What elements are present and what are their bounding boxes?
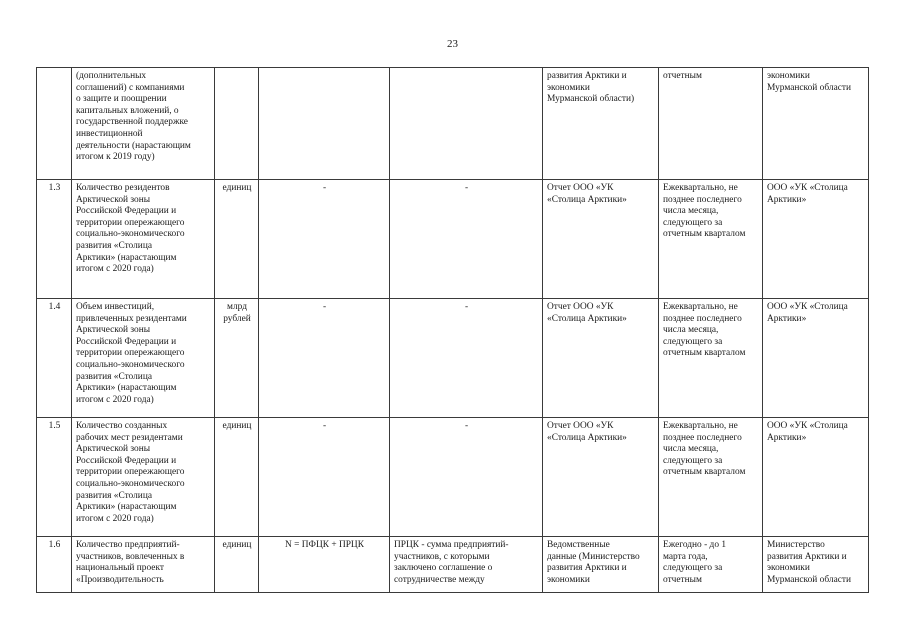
table-row [37,418,869,537]
responsible-cell: ООО «УК «Столица Арктики» [763,180,869,299]
formula-cell: N = ПФЦК + ПРЦК [259,537,390,593]
row-number-cell [37,68,72,180]
method-cell: - [390,180,543,299]
source-cell: Отчет ООО «УК «Столица Арктики» [543,418,659,537]
unit-cell [215,68,259,180]
deadline-cell: отчетным [659,68,763,180]
row-number-cell: 1.4 [37,299,72,418]
formula-cell: - [259,180,390,299]
table-row [37,68,869,180]
formula-cell: - [259,418,390,537]
deadline-cell: Ежегодно - до 1 марта года, следующего за отчетным [659,537,763,593]
source-cell: развития Арктики и экономики Мурманской области) [543,68,659,180]
unit-cell: млрд рублей [215,299,259,418]
indicators-table [36,67,869,593]
deadline-cell: Ежеквартально, не позднее последнего числа месяца, следующего за отчетным кварталом [659,299,763,418]
method-cell: - [390,418,543,537]
indicator-cell: (дополнительных соглашений) с компаниями о защите и поощрении капитальных вложений, о государственной поддержке инвестиционной деятельности (нарастающим итогом к 2019 году) [72,68,215,180]
indicator-cell: Количество предприятий- участников, вовлеченных в национальный проект «Производительность [72,537,215,593]
formula-cell: - [259,299,390,418]
table-row [37,180,869,299]
row-number-cell: 1.5 [37,418,72,537]
unit-cell: единиц [215,180,259,299]
source-cell: Отчет ООО «УК «Столица Арктики» [543,299,659,418]
method-cell: ПРЦК - сумма предприятий- участников, с которыми заключено соглашение о сотрудничестве между [390,537,543,593]
indicator-cell: Количество резидентов Арктической зоны Российской Федерации и территории опережающего социально-экономического развития «Столица Арктики» (нарастающим итогом с 2020 года) [72,180,215,299]
table-row [37,299,869,418]
unit-cell: единиц [215,418,259,537]
page-number: 23 [447,38,458,50]
responsible-cell: ООО «УК «Столица Арктики» [763,299,869,418]
source-cell: Ведомственные данные (Министерство развития Арктики и экономики [543,537,659,593]
deadline-cell: Ежеквартально, не позднее последнего числа месяца, следующего за отчетным кварталом [659,418,763,537]
unit-cell: единиц [215,537,259,593]
responsible-cell: Министерство развития Арктики и экономики Мурманской области [763,537,869,593]
responsible-cell: ООО «УК «Столица Арктики» [763,418,869,537]
method-cell: - [390,299,543,418]
row-number-cell: 1.6 [37,537,72,593]
table-row [37,537,869,593]
indicator-cell: Объем инвестиций, привлеченных резидентами Арктической зоны Российской Федерации и территории опережающего социально-экономического развития «Столица Арктики» (нарастающим итогом с 2020 года) [72,299,215,418]
row-number-cell: 1.3 [37,180,72,299]
source-cell: Отчет ООО «УК «Столица Арктики» [543,180,659,299]
responsible-cell: экономики Мурманской области [763,68,869,180]
indicator-cell: Количество созданных рабочих мест резидентами Арктической зоны Российской Федерации и территории опережающего социально-экономического развития «Столица Арктики» (нарастающим итогом с 2020 года) [72,418,215,537]
deadline-cell: Ежеквартально, не позднее последнего числа месяца, следующего за отчетным кварталом [659,180,763,299]
formula-cell [259,68,390,180]
method-cell [390,68,543,180]
